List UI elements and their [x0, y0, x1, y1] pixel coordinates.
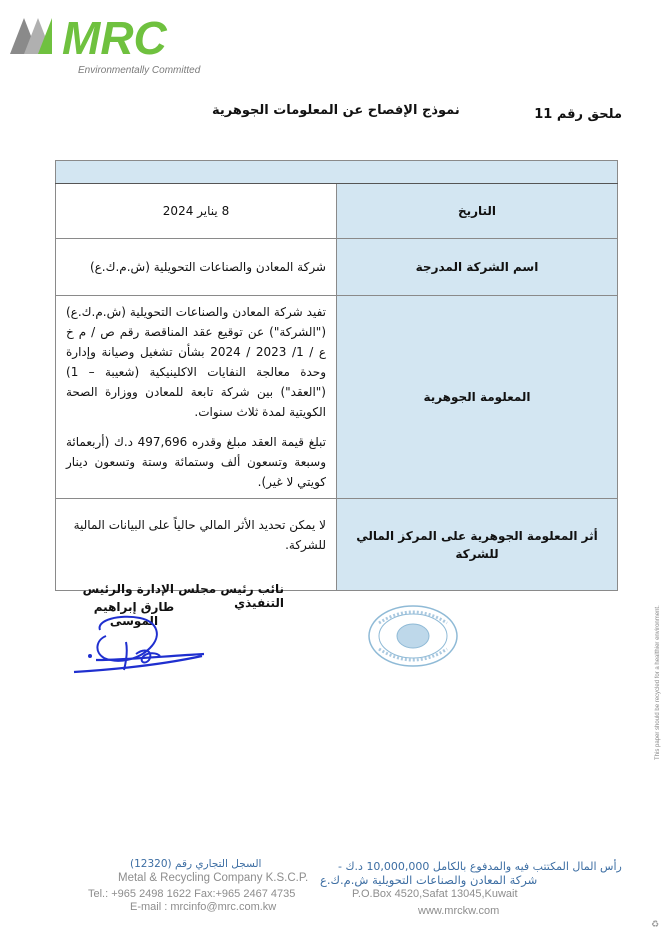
annex-label: ملحق رقم 11	[534, 107, 622, 122]
material-info-label: المعلومة الجوهرية	[337, 296, 618, 499]
table-row	[56, 499, 618, 591]
material-info-paragraph: تفيد شركة المعادن والصناعات التحويلية (ش.م.ك.ع) ("الشركة") عن توقيع عقد المناقصة رقم ص / م خ ع / 1/ 2023 / 2024 بشأن تشغيل وصيانة وإدارة وحدة معالجة النفايات الاكلينيكية (شعيبة – 1) ("العقد") بين شركة تابعة للمعادن ووزارة الصحة الكويتية لمدة ثلاث سنوات.	[66, 305, 327, 419]
footer-email: E-mail : mrcinfo@mrc.com.kw	[130, 901, 277, 913]
form-title: نموذج الإفصاح عن المعلومات الجوهرية	[212, 103, 460, 118]
company-value: شركة المعادن والصناعات التحويلية (ش.م.ك.ع)	[56, 239, 337, 296]
contract-value-paragraph: تبلغ قيمة العقد مبلغ وقدره 497,696 د.ك (أربعمائة وسبعة وتسعون ألف وستمائة وستة وتسعون دينار كويتي لا غير).	[66, 435, 326, 489]
footer-tel-fax: Tel.: +965 2498 1622 Fax:+965 2467 4735	[88, 888, 296, 900]
table-row	[56, 184, 618, 239]
recycle-icon: ♻	[651, 920, 660, 930]
logo-tagline: Environmentally Committed	[78, 65, 201, 76]
recycle-note: This paper should be recycled for a healthier environment.	[655, 605, 661, 760]
signatory-title: نائب رئيس مجلس الإدارة والرئيس التنفيذي	[82, 582, 284, 610]
table-row	[56, 296, 618, 499]
table-header-band	[56, 161, 618, 184]
footer	[0, 855, 672, 952]
footer-website: www.mrckw.com	[418, 905, 500, 917]
signatory-name: طارق إبراهيم الموسى	[93, 600, 175, 628]
logo-wordmark: MRC	[62, 12, 167, 64]
footer-po-box: P.O.Box 4520,Safat 13045,Kuwait	[352, 888, 518, 900]
company-stamp	[365, 603, 461, 669]
handwritten-signature	[66, 612, 210, 682]
company-label: اسم الشركة المدرجة	[337, 239, 618, 296]
material-info-value	[56, 296, 337, 499]
footer-registry: السجل التجاري رقم (12320)	[130, 858, 262, 870]
disclosure-table	[55, 160, 618, 591]
footer-capital: رأس المال المكتتب فيه والمدفوع بالكامل 10,000,000 د.ك -	[338, 860, 622, 873]
date-value: 8 يناير 2024	[56, 184, 337, 239]
date-label: التاريخ	[337, 184, 618, 239]
financial-impact-label: أثر المعلومة الجوهرية على المركز المالي للشركة	[337, 499, 618, 591]
footer-company-en: Metal & Recycling Company K.S.C.P.	[118, 872, 309, 884]
financial-impact-value: لا يمكن تحديد الأثر المالي حالياً على البيانات المالية للشركة.	[56, 499, 337, 591]
table-row	[56, 239, 618, 296]
footer-company-ar: شركة المعادن والصناعات التحويلية ش.م.ك.ع	[320, 873, 538, 887]
